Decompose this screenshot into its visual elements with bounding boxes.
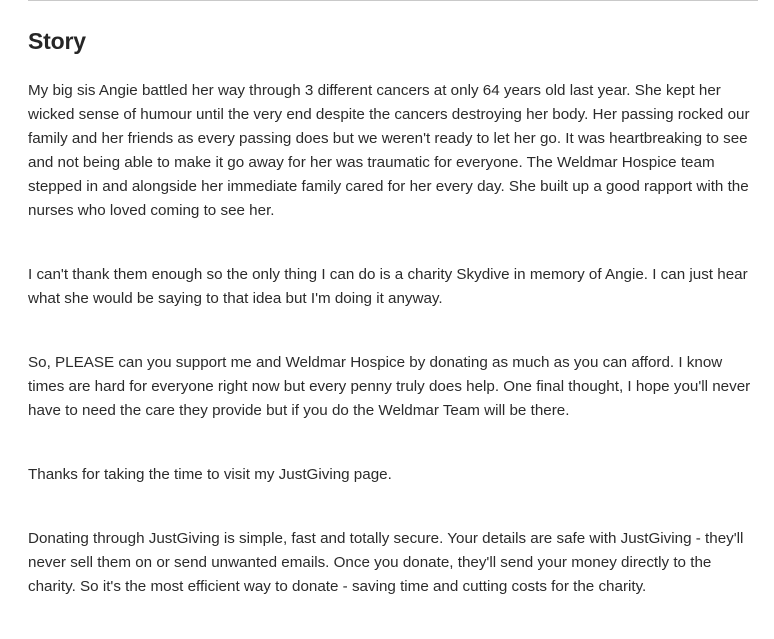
story-heading: Story bbox=[28, 28, 86, 54]
story-paragraph: Thanks for taking the time to visit my JustGiving page. bbox=[28, 466, 392, 483]
story-paragraph: I can't thank them enough so the only thing I can do is a charity Skydive in memory of Angie. I can just hear what she would be saying to that idea but I'm doing it anyway. bbox=[28, 266, 748, 307]
story-paragraph: So, PLEASE can you support me and Weldmar Hospice by donating as much as you can afford. I know times are hard for everyone right now but every penny truly does help. One final thought, I hope you'll never have to need the care they provide but if you do the Weldmar Team will be there. bbox=[28, 354, 751, 419]
section-divider bbox=[28, 0, 758, 1]
story-section bbox=[28, 26, 760, 639]
story-paragraph: Donating through JustGiving is simple, fast and totally secure. Your details are safe with JustGiving - they'll never sell them on or send unwanted emails. Once you donate, they'll send your money directly to the charity. So it's the most efficient way to donate - saving time and cutting costs for the charity. bbox=[28, 530, 744, 595]
story-paragraph: My big sis Angie battled her way through 3 different cancers at only 64 years old last year. She kept her wicked sense of humour until the very end despite the cancers destroying her body. Her passing rocked our family and her friends as every passing does but we weren't ready to let her go. It was heartbreaking to see and not being able to make it go away for her was traumatic for everyone. The Weldmar Hospice team stepped in and alongside her immediate family cared for her every day. She built up a good rapport with the nurses who loved coming to see her. bbox=[28, 82, 750, 219]
